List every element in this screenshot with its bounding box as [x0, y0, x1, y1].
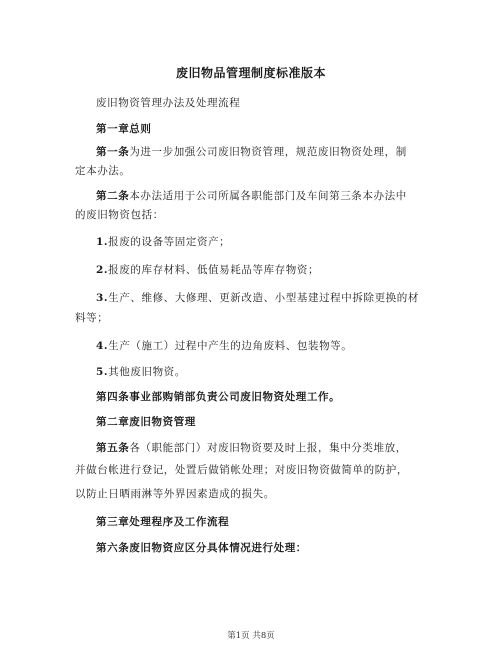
document-subtitle: 废旧物资管理办法及处理流程	[96, 97, 241, 109]
article-5-text-1: 各（职能部门）对废旧物资要及时上报，集中分类堆放，	[129, 442, 407, 454]
list-item-3	[96, 291, 436, 305]
list-item-2-text: 报废的库存材料、低值易耗品等库存物资；	[108, 264, 320, 276]
list-item-1-text: 报废的设备等固定资产；	[108, 236, 231, 248]
list-item-5-text: 其他废旧物资。	[108, 366, 186, 378]
chapter-2-heading: 第二章废旧物资管理	[96, 416, 196, 428]
list-item-5	[96, 365, 436, 379]
article-5-line-1	[96, 441, 436, 455]
chapter-1-heading: 第一章总则	[96, 123, 152, 135]
list-item-1-number: 1.	[96, 236, 109, 248]
article-1-line-1	[96, 145, 436, 159]
list-item-4-number: 4.	[96, 340, 109, 352]
list-item-3-number: 3.	[96, 292, 109, 304]
article-2-text-1: 本办法适用于公司所属各职能部门及车间第三条本办法中	[129, 190, 407, 202]
article-5-text-2: 并做台帐进行登记，处置后做销帐处理；对废旧物资做简单的防护，	[75, 464, 408, 476]
document-title: 废旧物品管理制度标准版本	[175, 66, 326, 80]
chapter-3-heading: 第三章处理程序及工作流程	[96, 516, 230, 528]
article-2-label: 第二条	[96, 190, 130, 202]
article-6: 第六条废旧物资应区分具体情况进行处理：	[96, 542, 307, 554]
article-4: 第四条事业部购销部负责公司废旧物资处理工作。	[96, 391, 341, 403]
list-item-3-text-2: 料等；	[75, 312, 109, 324]
list-item-2-number: 2.	[96, 264, 109, 276]
list-item-3-text-1: 生产、维修、大修理、更新改造、小型基建过程中拆除更换的材	[108, 292, 419, 304]
list-item-4-text: 生产（施工）过程中产生的边角废料、包装物等。	[108, 340, 353, 352]
article-5-text-3: 以防止日晒雨淋等外界因素造成的损失。	[75, 488, 275, 500]
list-item-4	[96, 339, 436, 353]
list-item-1	[96, 235, 436, 249]
article-5-label: 第五条	[96, 442, 130, 454]
article-2-text-2: 的废旧物资包括：	[75, 209, 164, 221]
article-1-label: 第一条	[96, 146, 130, 158]
list-item-2	[96, 263, 436, 277]
article-1-text-1: 为进一步加强公司废旧物资管理，规范废旧物资处理，制	[129, 146, 407, 158]
list-item-5-number: 5.	[96, 366, 109, 378]
article-1-text-2: 定本办法。	[75, 165, 131, 177]
article-2-line-1	[96, 189, 436, 203]
page-footer: 第1页 共8页	[227, 631, 275, 641]
